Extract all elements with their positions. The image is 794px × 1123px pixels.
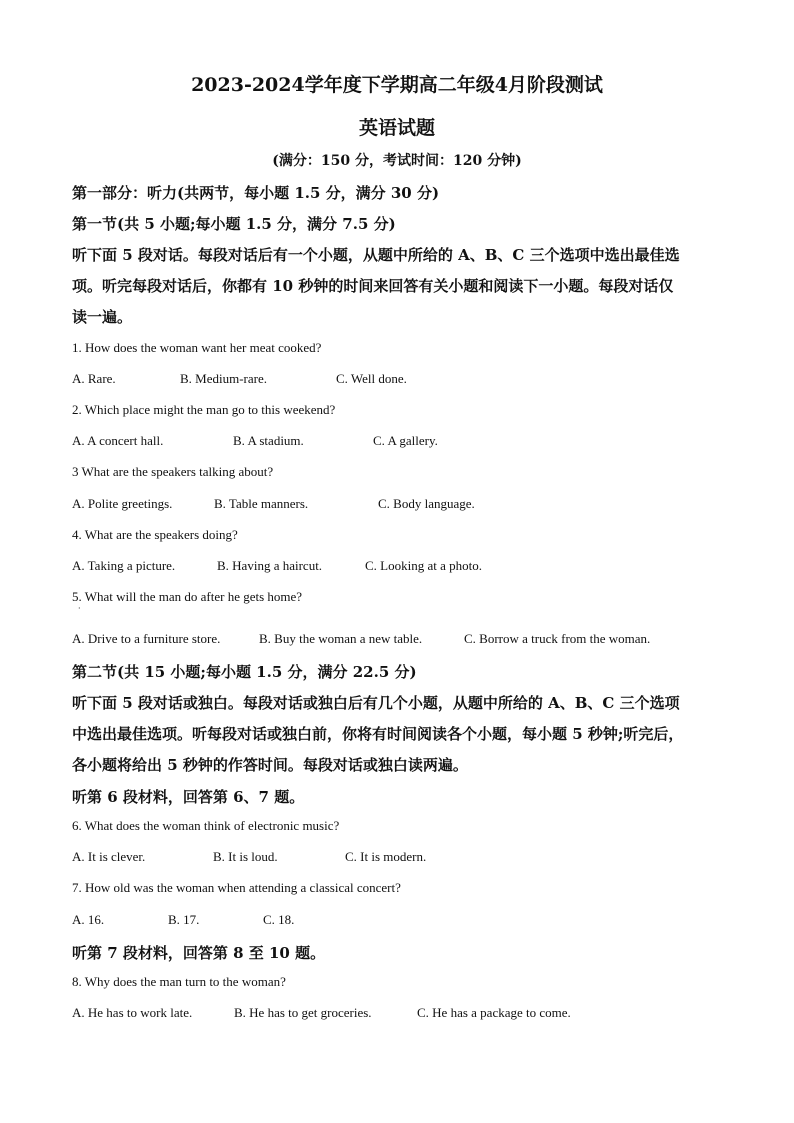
option-c: C. A gallery. [373,433,438,448]
option-a: A. 16. [72,912,105,927]
material-7-heading: 听第 7 段材料，回答第 8 至 10 题。 [72,944,326,962]
option-a: A. He has to work late. [72,1005,193,1020]
question-3: 3 What are the speakers talking about? [72,464,274,479]
section2-heading: 第二节(共 15 小题;每小题 1.5 分，满分 22.5 分) [72,663,417,681]
section1-heading: 第一节(共 5 小题;每小题 1.5 分，满分 7.5 分) [72,215,396,233]
option-b: B. 17. [168,912,200,927]
subject-title: 英语试题 [358,117,435,139]
option-c: C. It is modern. [345,849,427,864]
option-c: C. He has a package to come. [417,1005,571,1020]
option-b: B. Medium-rare. [180,371,268,386]
question-8: 8. Why does the man turn to the woman? [72,974,286,989]
section2-instruction-line: 各小题将给出 5 秒钟的作答时间。每段对话或独白读两遍。 [72,756,468,774]
section2-instruction-line: 听下面 5 段对话或独白。每段对话或独白后有几个小题，从题中所给的 A、B、C 三个选项 [72,694,680,712]
exam-info: (满分：150 分，考试时间：120 分钟) [272,153,522,169]
section2-instruction-line: 中选出最佳选项。听每段对话或独白前，你将有时间阅读各个小题，每小题 5 秒钟;听完后， [72,725,684,743]
section1-instruction-line: 读一遍。 [72,308,133,326]
option-b: B. Buy the woman a new table. [259,631,423,646]
option-c: C. Body language. [378,496,475,511]
option-c: C. Looking at a photo. [365,558,482,573]
option-b: B. It is loud. [213,849,278,864]
question-6: 6. What does the woman think of electronic music? [72,818,340,833]
section1-instruction-line: 项。听完每段对话后，你都有 10 秒钟的时间来回答有关小题和阅读下一小题。每段对话仅 [72,277,674,295]
question-1: 1. How does the woman want her meat cooked? [72,340,322,355]
option-c: C. Well done. [336,371,407,386]
option-a: A. Polite greetings. [72,496,173,511]
option-a: A. It is clever. [72,849,146,864]
material-6-heading: 听第 6 段材料，回答第 6、7 题。 [72,788,305,806]
option-a: A. Drive to a furniture store. [72,631,221,646]
option-a: A. Taking a picture. [72,558,176,573]
option-c: C. 18. [263,912,295,927]
option-c: C. Borrow a truck from the woman. [464,631,651,646]
option-a: A. A concert hall. [72,433,164,448]
option-b: B. A stadium. [233,433,304,448]
part1-heading: 第一部分：听力(共两节，每小题 1.5 分，满分 30 分) [72,184,440,202]
question-7: 7. How old was the woman when attending a classical concert? [72,880,401,895]
option-b: B. Table manners. [214,496,309,511]
option-a: A. Rare. [72,371,116,386]
stray-mark: · [78,604,81,613]
section1-instruction-line: 听下面 5 段对话。每段对话后有一个小题，从题中所给的 A、B、C 三个选项中选出最佳选 [72,246,680,264]
option-b: B. Having a haircut. [217,558,323,573]
question-2: 2. Which place might the man go to this weekend? [72,402,336,417]
question-4: 4. What are the speakers doing? [72,527,238,542]
option-b: B. He has to get groceries. [234,1005,372,1020]
question-5: 5. What will the man do after he gets home? [72,589,303,604]
exam-title: 2023-2024学年度下学期高二年级4月阶段测试 [191,74,603,96]
